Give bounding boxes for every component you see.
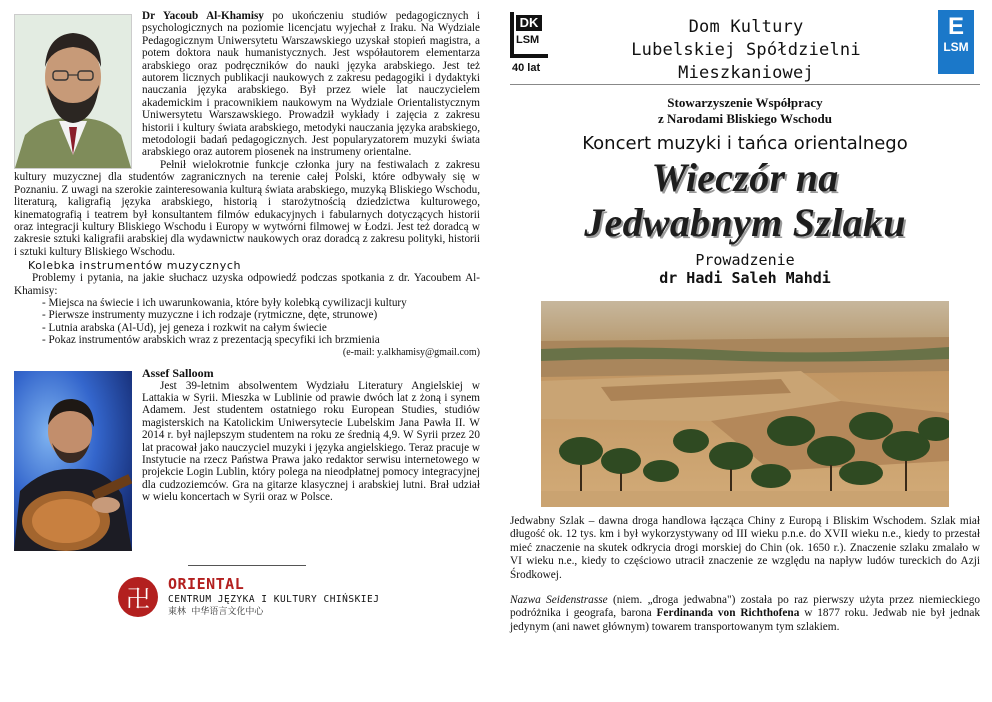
oriental-subtitle: CENTRUM JĘZYKA I KULTURY CHIŃSKIEJ (168, 593, 380, 605)
host-block (510, 251, 980, 287)
concert-subtitle: Koncert muzyki i tańca orientalnego (582, 133, 908, 154)
right-column (510, 10, 980, 634)
dk-lsm-logo (510, 12, 554, 74)
bio-al-khamisy-p2: Pełnił wielokrotnie funkcje członka jury na festiwalach z zakresu kultury muzycznej dla studentów zagranicznych na terenie całej Polski, które odbywały się w Poznaniu. Z uwagi na szerokie zainteresowania kulturą świata arabskiego, muzyką Bliskiego Wschodu, literaturą, kaligrafią języka arabskiego, historią i starożytnością dziedzictwa kulturowego, kinematografią i teatrem był konsultantem filmów edukacyjnych i fabularnych dotyczących historii oraz integracji kultury Bliskiego Wschodu i Europy w wytwórni filmowej w Łodzi. Jest też doradcą w zakresie sztuki kaligrafii arabskiej dla wydawnictw naukowych oraz doradcą z zakresu polityki, historii i sztuki kultury Bliskiego Wschodu. (14, 158, 480, 258)
host-name: dr Hadi Saleh Mahdi (659, 269, 831, 287)
header-title (560, 16, 932, 85)
caption-text: (niem. „droga jedwabna") została po raz pierwszy użyta przez niemieckiego podróżnika i geografa, barona (510, 594, 980, 620)
topics-list (14, 297, 480, 347)
logo-lsm-text: LSM (516, 34, 540, 46)
landscape-image (541, 301, 949, 507)
list-item: - Lutnia arabska (Al-Ud), jej geneza i rozkwit na całym świecie (42, 322, 480, 334)
portrait-salloom (14, 371, 132, 551)
list-item: - Pokaz instrumentów arabskich wraz z prezentacją specyfiki ich brzmienia (42, 334, 480, 346)
header-line: Lubelskiej Spółdzielni Mieszkaniowej (631, 40, 861, 83)
oriental-title: ORIENTAL (168, 574, 245, 593)
bio-salloom-text: Jest 39-letnim absolwentem Wydziału Literatury Angielskiej w Lattakia w Syrii. Mieszka w Lublinie od prawie dwóch lat z żoną i synem Adamem. Jest studentem ostatniego roku European Studies, studiów magisterskich na Katolickim Uniwersytecie Lubelskim Jana Pawła II. W 2014 r. był najlepszym studentem na roku ze średnią 4,9. W Syrii przez 20 lat pracował jako nauczyciel muzyki i języka angielskiego. Teraz pracuje w Instytucie na rzecz Państwa Prawa jako redaktor serwisu internetowego w projekcie Login Lublin, który polega na nieodpłatnej pomocy integracyjnej dla cudzoziemców. Gra na gitarze klasycznej i arabskiej lutni. Brał udział w wielu koncertach w Syrii oraz w Polsce. (142, 379, 480, 504)
host-label: Prowadzenie (695, 251, 795, 269)
logo-e-text: E (947, 13, 964, 40)
seidenstrasse-caption (510, 594, 980, 634)
caption-text: w 1877 roku. Jedwab nie był jednak jedynym (ani nawet głównym) towarem transportowanym tym szlakiem. (510, 607, 980, 633)
portrait-al-khamisy (14, 14, 132, 169)
contact-email[interactable]: (e-mail: y.alkhamisy@gmail.com) (342, 346, 480, 358)
bio-name-al-khamisy: Dr Yacoub Al-Khamisy (142, 10, 264, 22)
section-title: Kolebka instrumentów muzycznych (28, 259, 242, 273)
portrait-image (15, 15, 131, 168)
oriental-emblem-icon (118, 577, 158, 617)
event-title: Wieczór na Jedwabnym Szlaku (584, 155, 906, 245)
logo-dk-text: DK (516, 15, 542, 31)
left-column (14, 10, 480, 618)
bio-name-salloom: Assef Salloom (142, 365, 214, 380)
divider (188, 565, 306, 566)
list-item: - Pierwsze instrumenty muzyczne i ich rodzaje (rytmiczne, dęte, strunowe) (42, 309, 480, 321)
richthofen-name: Ferdinanda von Richthofena (656, 607, 800, 620)
silk-road-landscape-photo (541, 301, 949, 507)
bio-text: po ukończeniu studiów pedagogicznych i psychologicznych na poziomie licencjatu wyjechał z Iraku. Na Wydziale Pedagogicznym Uniwersytetu Warszawskiego uzyskał stopień magistra, a potem doktora nauk humanistycznych. Jest współautorem elementarza arabskiego oraz podręczników do nauki języka arabskiego. Jest też autorem licznych publikacji naukowych z zakresu pedagogiki i dydaktyki nauczania języka arabskiego. Był przez wiele lat nauczycielem akademickim i pracownikiem naukowym na Wydziale Orientalistycznym Uniwersytetu Warszawskiego. Prowadził wykłady i zajęcia z zakresu historii i kultury świata arabskiego, metodyki nauczania języka arabskiego, metodologii badań pedagogicznych. Jest popularyzatorem muzyki świata arabskiego oraz autorem piosenek na instrumeny orientalne. (142, 10, 480, 159)
portrait-image (14, 371, 132, 551)
list-item: - Miejsca na świecie i ich uwarunkowania, które były kolebką cywilizacji kultury (42, 297, 480, 309)
oriental-logo-block (118, 576, 480, 618)
bio-salloom (14, 367, 480, 504)
header-line: Dom Kultury (688, 17, 804, 37)
logo-lsm-text: LSM (943, 40, 969, 54)
association-name: Stowarzyszenie Współpracy z Narodami Bliskiego Wschodu (658, 95, 832, 126)
header (510, 10, 980, 83)
oriental-chinese-name: 東林 中华语言文化中心 (168, 606, 264, 617)
italic-term: Nazwa Seidenstrasse (510, 594, 608, 607)
logo-anniversary-text: 40 lat (512, 62, 541, 74)
lsm-logo (938, 10, 974, 74)
lecture-intro: Problemy i pytania, na jakie słuchacz uzyska odpowiedź podczas spotkania z dr. Yacoubem Al-Khamisy: (14, 272, 480, 297)
silk-road-caption: Jedwabny Szlak – dawna droga handlowa łącząca Chiny z Europą i Bliskim Wschodem. Szlak miał długość ok. 12 tys. km i był wykorzystywany od III wieku p.n.e. do XVII wieku n.e., kiedy to przestał mieć znaczenie na skutek odkrycia drogi morskiej do Chin (ok. 1650 r.). Znaczenie szlaku zmalało w VI wieku n.e., kiedy to częściowo utracił znaczenie ze względu na napływ ludów tureckich do Azji Środkowej. (510, 515, 980, 581)
